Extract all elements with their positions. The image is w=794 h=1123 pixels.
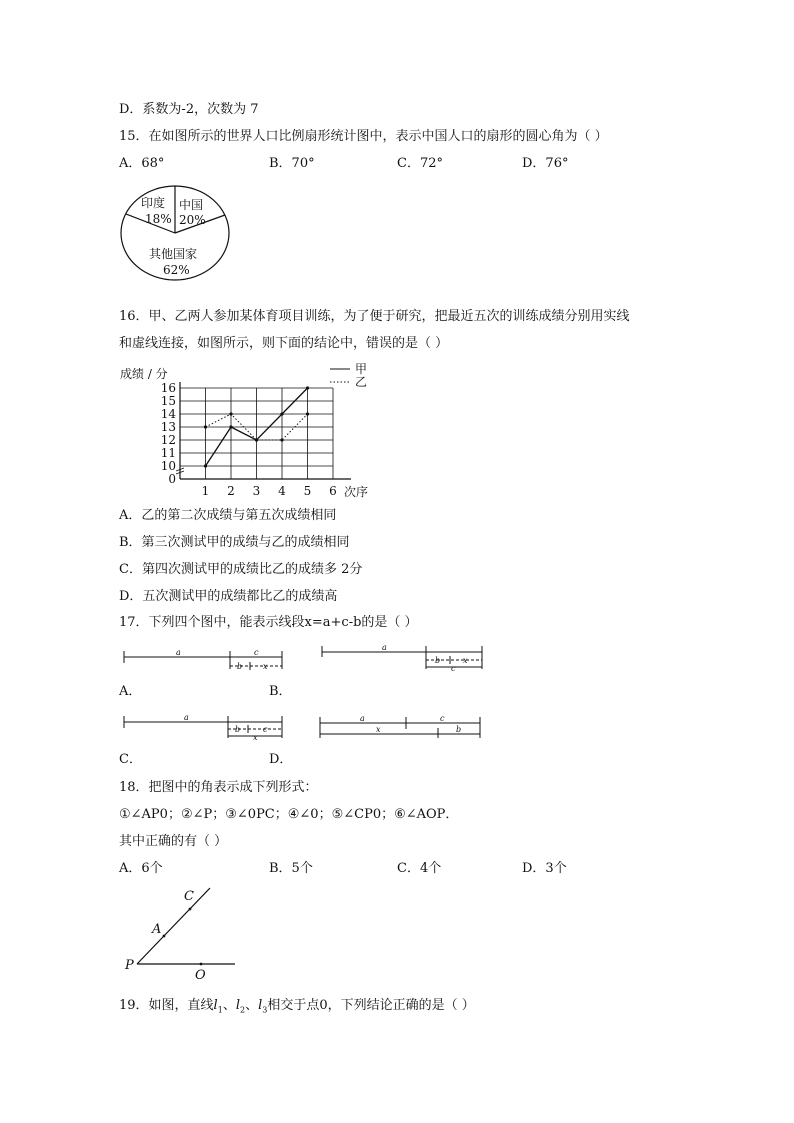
q16-stem-line2: 和虚线连接，如图所示，则下面的结论中，错误的是（ ） xyxy=(119,336,449,351)
data-point-yi xyxy=(204,425,207,428)
seg-a-label: a xyxy=(360,714,365,723)
pie-chart xyxy=(118,183,233,283)
point-c xyxy=(189,908,192,911)
q19-stem-pre: 19．如图，直线 xyxy=(119,998,214,1013)
data-point-yi xyxy=(280,438,283,441)
q14-option-d: D．系数为-2，次数为 7 xyxy=(119,102,259,117)
label-c: C xyxy=(184,889,194,904)
pie-label-other: 其他国家 xyxy=(149,247,198,261)
seg-x-label: x xyxy=(376,725,381,734)
data-point-jia xyxy=(306,386,309,389)
point-o xyxy=(200,963,203,966)
pie-label-china: 中国 xyxy=(179,198,204,212)
seg-c-label: c xyxy=(263,725,268,734)
q17-figure-d xyxy=(318,713,488,743)
q17-figure-a xyxy=(120,645,290,675)
ray-pc xyxy=(137,888,210,964)
seg-b-label: b xyxy=(435,656,441,665)
legend-label-jia: 甲 xyxy=(355,362,368,376)
q17-option-b[interactable]: B． xyxy=(269,684,292,699)
data-point-jia xyxy=(280,412,283,415)
q19-sub1: 1 xyxy=(217,1005,223,1015)
x-tick-label: 1 xyxy=(201,484,210,498)
data-point-jia xyxy=(229,425,232,428)
seg-c-label: c xyxy=(440,714,445,723)
q17-figure-c xyxy=(120,711,290,741)
x-tick-label: 5 xyxy=(303,484,312,498)
q17-option-d[interactable]: D． xyxy=(269,752,293,767)
pie-pct-other: 62% xyxy=(163,263,190,277)
q17-figure-b xyxy=(318,643,488,673)
q18-option-b[interactable]: B．5个 xyxy=(269,861,313,876)
y-tick-label: 10 xyxy=(160,459,176,473)
y-tick-label: 0 xyxy=(168,472,176,486)
seg-b-label: b xyxy=(237,662,243,671)
q18-option-d[interactable]: D．3个 xyxy=(522,861,567,876)
chart-axes xyxy=(176,382,351,479)
q16-option-b[interactable]: B．第三次测试甲的成绩与乙的成绩相同 xyxy=(119,535,350,550)
q19-sep1: 、 xyxy=(222,998,236,1013)
line-chart xyxy=(118,360,378,500)
data-point-jia xyxy=(204,464,207,467)
y-tick-label: 15 xyxy=(160,394,176,408)
pie-pct-china: 20% xyxy=(179,213,206,227)
q16-option-a[interactable]: A．乙的第二次成绩与第五次成绩相同 xyxy=(119,508,337,523)
q18-ask: 其中正确的有（ ） xyxy=(119,834,228,849)
y-tick-label: 11 xyxy=(160,446,176,460)
angle-figure xyxy=(120,883,245,983)
x-tick-label: 4 xyxy=(278,484,286,498)
data-point-yi xyxy=(306,412,309,415)
q19-sep2: 、 xyxy=(245,998,259,1013)
label-p: P xyxy=(125,958,134,973)
pie-label-india: 印度 xyxy=(141,196,166,210)
q19-l1: l xyxy=(213,998,218,1013)
y-tick-label: 16 xyxy=(160,381,176,395)
data-point-yi xyxy=(229,412,232,415)
seg-x-label: x xyxy=(263,662,268,671)
q19-l2: l xyxy=(235,998,240,1013)
q17-option-c[interactable]: C． xyxy=(119,752,142,767)
q19-sub3: 3 xyxy=(262,1005,268,1015)
x-tick-label: 2 xyxy=(227,484,235,498)
seg-x-label: x xyxy=(463,656,468,665)
q15-option-b[interactable]: B．70° xyxy=(269,156,315,171)
y-tick-label: 12 xyxy=(160,433,176,447)
q19-sub2: 2 xyxy=(240,1005,246,1015)
q16-option-d[interactable]: D．五次测试甲的成绩都比乙的成绩高 xyxy=(119,589,338,604)
q18-forms: ①∠AP0；②∠P；③∠0PC；④∠0；⑤∠CP0；⑥∠AOP． xyxy=(119,807,459,822)
q15-option-c[interactable]: C．72° xyxy=(397,156,443,171)
label-o: O xyxy=(195,968,206,983)
pie-pct-india: 18% xyxy=(145,212,172,226)
q18-stem: 18．把图中的角表示成下列形式： xyxy=(119,780,318,795)
x-tick-label: 3 xyxy=(252,484,261,498)
seg-a-label: a xyxy=(382,643,387,652)
chart-ticks xyxy=(161,381,337,498)
q17-stem: 17．下列四个图中，能表示线段x=a+c-b的是（ ） xyxy=(119,615,418,630)
seg-x-label: x xyxy=(253,733,258,742)
q19-stem xyxy=(119,997,475,1020)
data-point-yi xyxy=(255,438,258,441)
q16-stem-line1: 16．甲、乙两人参加某体育项目训练，为了便于研究，把最近五次的训练成绩分别用实线 xyxy=(119,309,630,324)
seg-c-label: c xyxy=(451,664,456,673)
seg-b-label: b xyxy=(235,725,241,734)
q15-option-d[interactable]: D．76° xyxy=(522,156,569,171)
y-tick-label: 13 xyxy=(160,420,176,434)
q19-stem-post: 相交于点0，下列结论正确的是（ ） xyxy=(267,998,475,1013)
seg-a-label: a xyxy=(176,648,181,657)
x-tick-label: 6 xyxy=(329,484,337,498)
q18-option-c[interactable]: C．4个 xyxy=(397,861,442,876)
label-a: A xyxy=(152,922,162,937)
q19-l3: l xyxy=(258,998,263,1013)
chart-xlabel: 次序 xyxy=(344,485,369,499)
seg-c-label: c xyxy=(254,648,259,657)
chart-ylabel: 成绩 / 分 xyxy=(120,367,168,381)
point-a xyxy=(163,935,166,938)
seg-b-label: b xyxy=(456,725,462,734)
seg-a-label: a xyxy=(184,713,189,722)
q15-stem: 15．在如图所示的世界人口比例扇形统计图中，表示中国人口的扇形的圆心角为（ ） xyxy=(119,129,608,144)
y-tick-label: 14 xyxy=(160,407,176,421)
chart-grid xyxy=(180,388,333,479)
q15-option-a[interactable]: A．68° xyxy=(119,156,165,171)
q16-option-c[interactable]: C．第四次测试甲的成绩比乙的成绩多 2分 xyxy=(119,562,363,577)
q18-option-a[interactable]: A．6个 xyxy=(119,861,163,876)
legend-label-yi: 乙 xyxy=(355,375,368,389)
q17-option-a[interactable]: A． xyxy=(119,684,142,699)
